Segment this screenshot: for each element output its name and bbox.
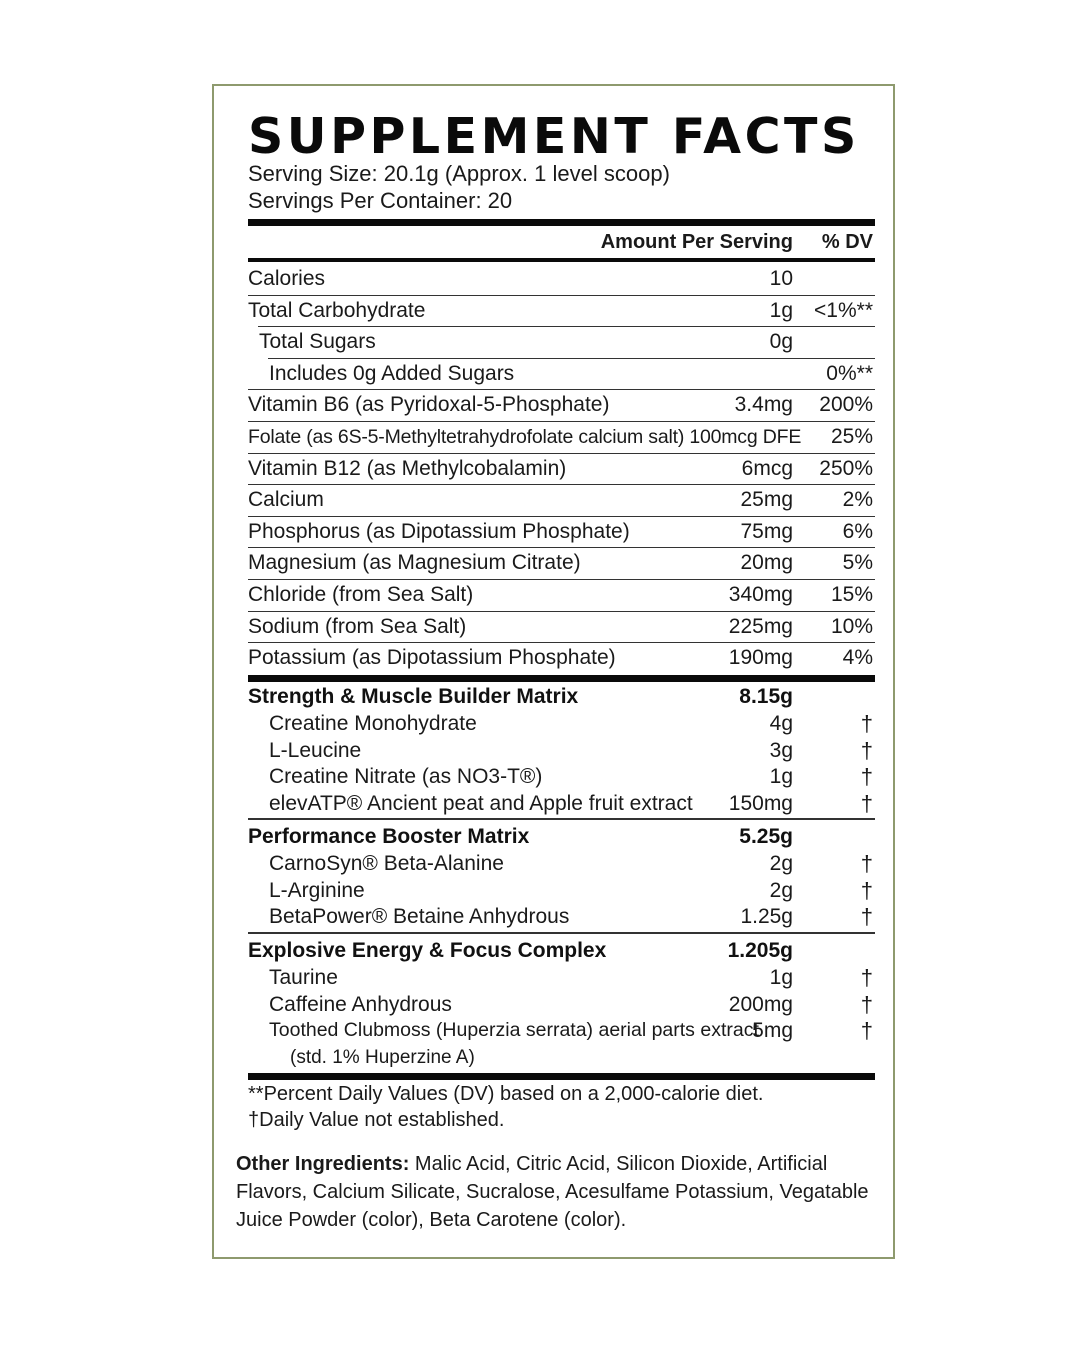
ingredient-name: BetaPower® Betaine Anhydrous xyxy=(269,905,570,928)
nutrient-row xyxy=(248,264,875,294)
nutrient-name: Chloride (from Sea Salt) xyxy=(248,583,474,606)
nutrient-dv: 200% xyxy=(819,393,873,417)
nutrient-dv: 5% xyxy=(842,551,873,575)
ingredient-row xyxy=(248,790,875,817)
nutrient-row xyxy=(248,422,875,452)
nutrient-name: Potassium (as Dipotassium Phosphate) xyxy=(248,646,616,670)
nutrient-amount: 0g xyxy=(769,330,793,354)
nutrient-dv: 4% xyxy=(842,646,873,670)
nutrient-row xyxy=(248,485,875,515)
ingredient-amount: 150mg xyxy=(728,791,793,815)
nutrient-name: Vitamin B6 (as Pyridoxal-5-Phosphate) xyxy=(248,393,610,417)
nutrient-row xyxy=(248,612,875,642)
dagger-mark: † xyxy=(860,965,873,990)
dagger-mark: † xyxy=(860,877,873,903)
nutrient-dv: 6% xyxy=(842,519,873,543)
nutrient-amount: 3.4mg xyxy=(734,393,793,417)
nutrient-row xyxy=(248,517,875,547)
ingredient-amount: 200mg xyxy=(728,992,793,1016)
dagger-mark: † xyxy=(860,851,873,876)
nutrient-amount: 6mcg xyxy=(741,456,793,480)
nutrient-name: Total Carbohydrate xyxy=(248,298,426,322)
other-ingredients xyxy=(236,1150,876,1234)
ingredient-row xyxy=(248,1017,875,1044)
nutrient-dv: 10% xyxy=(830,614,873,638)
ingredient-amount: 1g xyxy=(769,765,793,788)
ingredient-name: L-Arginine xyxy=(269,878,365,902)
nutrient-dv: 0%** xyxy=(826,361,873,385)
servings-per-container: Servings Per Container: 20 xyxy=(248,188,513,213)
ingredient-note xyxy=(248,1044,875,1071)
other-ingredients-text: Malic Acid, Citric Acid, Silicon Dioxide, Artificial Flavors, Calcium Silicate, Sucralose, Acesulfame Potassium, Vegatable Juice Powder (color), Beta Carotene (color). xyxy=(236,1153,869,1231)
dv-header: % DV xyxy=(821,231,873,253)
nutrient-amount: 20mg xyxy=(740,551,793,575)
dagger-mark: † xyxy=(860,764,873,789)
ingredient-note-text: (std. 1% Huperzine A) xyxy=(290,1046,475,1068)
nutrient-row xyxy=(248,580,875,610)
thick-rule-bottom xyxy=(248,1073,875,1080)
nutrient-name: Phosphorus (as Dipotassium Phosphate) xyxy=(248,519,630,543)
thick-rule-middle xyxy=(248,675,875,682)
ingredient-row xyxy=(248,763,875,790)
matrix-header xyxy=(248,822,875,851)
nutrient-row xyxy=(248,296,875,326)
ingredient-amount: 5mg xyxy=(752,1019,793,1042)
nutrient-row xyxy=(248,390,875,420)
matrix-amount: 5.25g xyxy=(739,825,793,848)
matrix-header xyxy=(248,682,875,711)
nutrient-row xyxy=(248,327,875,357)
ingredient-amount: 3g xyxy=(769,738,793,762)
nutrient-amount: 190mg xyxy=(728,646,793,670)
ingredient-name: Creatine Nitrate (as NO3-T®) xyxy=(269,765,543,788)
ingredient-name: CarnoSyn® Beta-Alanine xyxy=(269,852,504,875)
matrix-divider xyxy=(248,932,875,934)
nutrient-amount: 25mg xyxy=(740,488,793,512)
nutrient-name: Folate (as 6S-5-Methyltetrahydrofolate calcium salt) 100mcg DFE xyxy=(248,426,802,448)
footnotes xyxy=(248,1081,763,1133)
ingredient-amount: 1g xyxy=(769,966,793,989)
dagger-mark: † xyxy=(860,991,873,1017)
matrix-divider xyxy=(248,818,875,820)
matrix-header xyxy=(248,936,875,965)
dagger-mark: † xyxy=(860,1018,873,1043)
nutrient-dv: 2% xyxy=(842,488,873,512)
dagger-mark: † xyxy=(860,904,873,929)
ingredient-row xyxy=(248,903,875,930)
nutrient-dv: 15% xyxy=(830,583,873,606)
ingredient-name: Caffeine Anhydrous xyxy=(269,992,452,1016)
ingredient-name: Taurine xyxy=(269,966,338,989)
nutrient-amount: 340mg xyxy=(728,583,793,606)
serving-size: Serving Size: 20.1g (Approx. 1 level scoop) xyxy=(248,161,670,186)
nutrient-amount: 225mg xyxy=(728,614,793,638)
dv-footnote: **Percent Daily Values (DV) based on a 2,000-calorie diet. xyxy=(248,1083,764,1105)
other-ingredients-label: Other Ingredients: xyxy=(236,1153,410,1175)
ingredient-name: L-Leucine xyxy=(269,738,362,762)
nutrient-name: Calcium xyxy=(248,488,324,512)
matrix-name: Strength & Muscle Builder Matrix xyxy=(248,685,579,708)
ingredient-amount: 4g xyxy=(769,712,793,735)
amount-per-serving-header: Amount Per Serving xyxy=(600,231,793,253)
ingredient-row xyxy=(248,710,875,737)
ingredient-row xyxy=(248,991,875,1018)
nutrient-dv: 25% xyxy=(830,425,873,448)
ingredient-row xyxy=(248,964,875,991)
ingredient-name: Creatine Monohydrate xyxy=(269,712,477,735)
nutrient-name: Total Sugars xyxy=(259,330,376,354)
nutrient-name: Calories xyxy=(248,267,326,290)
dagger-mark: † xyxy=(860,711,873,736)
nutrient-row xyxy=(248,454,875,484)
supplement-facts-panel xyxy=(212,84,895,1259)
serving-info xyxy=(248,160,670,214)
ingredient-name: Toothed Clubmoss (Huperzia serrata) aerial parts extract xyxy=(269,1019,759,1041)
ingredient-amount: 2g xyxy=(769,852,793,875)
nutrient-dv: 250% xyxy=(819,456,873,480)
matrix-name: Performance Booster Matrix xyxy=(248,825,530,848)
nutrient-amount: 1g xyxy=(769,298,793,322)
nutrient-row xyxy=(248,548,875,578)
nutrient-row xyxy=(248,643,875,673)
matrix-name: Explosive Energy & Focus Complex xyxy=(248,939,607,962)
nutrient-name: Vitamin B12 (as Methylcobalamin) xyxy=(248,456,567,480)
dagger-mark: † xyxy=(860,790,873,816)
header-rule xyxy=(248,258,875,262)
ingredient-row xyxy=(248,737,875,764)
ingredient-amount: 2g xyxy=(769,878,793,902)
nutrient-dv: <1%** xyxy=(814,298,873,322)
dagger-mark: † xyxy=(860,737,873,763)
ingredient-row xyxy=(248,877,875,904)
thick-rule-top xyxy=(248,219,875,226)
nutrient-name: Includes 0g Added Sugars xyxy=(269,361,515,385)
ingredient-name: elevATP® Ancient peat and Apple fruit extract xyxy=(269,791,693,815)
nutrient-row xyxy=(248,359,875,389)
nutrient-name: Sodium (from Sea Salt) xyxy=(248,614,467,638)
nutrient-amount: 75mg xyxy=(740,519,793,543)
dagger-footnote: †Daily Value not established. xyxy=(248,1109,505,1131)
nutrient-amount: 10 xyxy=(769,267,793,290)
ingredient-amount: 1.25g xyxy=(740,905,793,928)
nutrient-name: Magnesium (as Magnesium Citrate) xyxy=(248,551,581,575)
ingredient-row xyxy=(248,850,875,877)
column-header-row xyxy=(248,227,875,257)
matrix-amount: 8.15g xyxy=(739,685,793,708)
matrix-amount: 1.205g xyxy=(727,939,793,962)
panel-title: SUPPLEMENT FACTS xyxy=(248,108,860,165)
